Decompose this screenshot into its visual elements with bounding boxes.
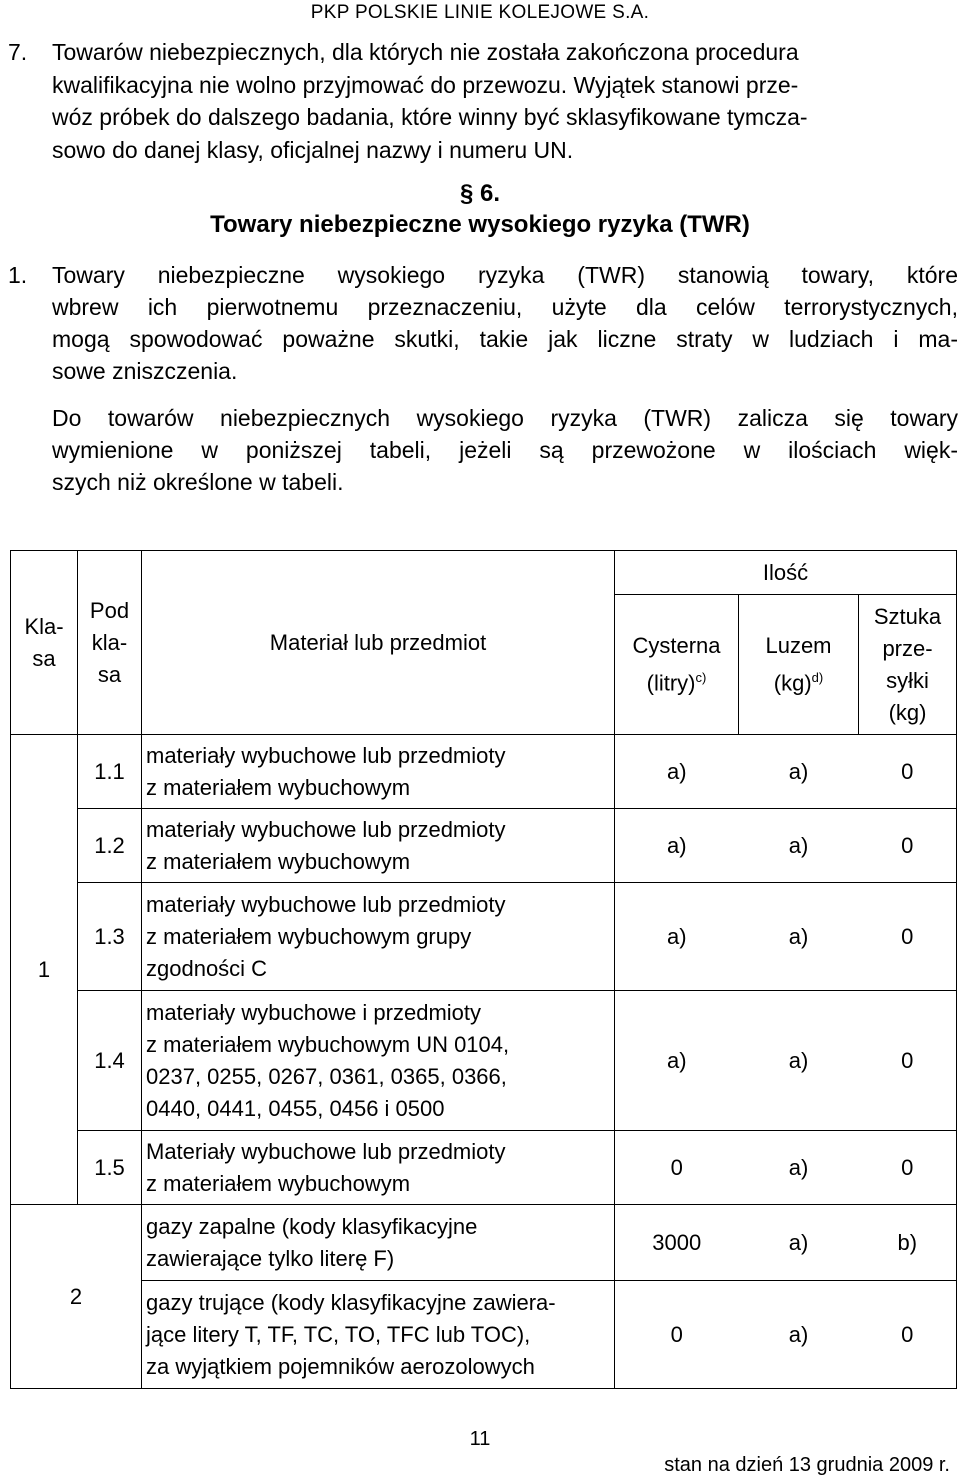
material-cell: gazy zapalne (kody klasyfikacyjne zawierające tylko literę F) (142, 1205, 615, 1281)
table-row (11, 883, 957, 991)
text-line: wymienione w poniższej tabeli, jeżeli są przewożone w ilościach więk- (52, 437, 958, 463)
header-sztuka: Sztuka prze- syłki (kg) (859, 595, 957, 735)
material-cell: gazy trujące (kody klasyfikacyjne zawiera- jące litery T, TF, TC, TO, TFC lub TOC), za wyjątkiem pojemników aerozolowych (142, 1281, 615, 1389)
material-cell: materiały wybuchowe lub przedmioty z materiałem wybuchowym (142, 735, 615, 809)
cysterna-cell: 0 (615, 1281, 739, 1389)
sztuka-cell: 0 (859, 809, 957, 883)
section-number: § 6. (459, 180, 501, 207)
material-cell: materiały wybuchowe lub przedmioty z materiałem wybuchowym grupy zgodności C (142, 883, 615, 991)
text-line: wóz próbek do dalszego badania, które winny być sklasyfikowane tymcza- (52, 104, 808, 130)
sztuka-cell: 0 (859, 883, 957, 991)
text-line: kwalifikacyjna nie wolno przyjmować do przewozu. Wyjątek stanowi prze- (52, 71, 799, 98)
paragraph-number: 1. (8, 262, 28, 288)
cysterna-cell: 0 (615, 1131, 739, 1205)
header-luzem: Luzem (kg)$^{d)}$ (739, 595, 859, 735)
footer-date: stan na dzień 13 grudnia 2009 r. (664, 1454, 950, 1476)
subclass-cell: 1.4 (78, 991, 142, 1131)
luzem-cell: a) (739, 735, 859, 809)
table-row (11, 809, 957, 883)
luzem-cell: a) (739, 1205, 859, 1281)
text-line: Towary niebezpieczne wysokiego ryzyka (TWR) stanowią towary, które (52, 262, 958, 288)
subclass-cell: 1.3 (78, 883, 142, 991)
table-row (11, 991, 957, 1131)
paragraph-1 (8, 259, 958, 387)
subclass-cell: 1.1 (78, 735, 142, 809)
sztuka-cell: 0 (859, 991, 957, 1131)
sztuka-cell: 0 (859, 1281, 957, 1389)
luzem-cell: a) (739, 883, 859, 991)
table-row (11, 1205, 957, 1281)
cysterna-cell: a) (615, 883, 739, 991)
sztuka-cell: 0 (859, 735, 957, 809)
page-header: PKP POLSKIE LINIE KOLEJOWE S.A. (310, 2, 650, 23)
text-line: mogą spowodować poważne skutki, takie jak liczne straty w ludziach i ma- (52, 326, 958, 352)
header-podklasa: Pod kla- sa (78, 551, 142, 735)
text-line: sowo do danej klasy, oficjalnej nazwy i numeru UN. (52, 136, 574, 163)
table-row (11, 1281, 957, 1389)
page-number: 11 (469, 1428, 491, 1450)
material-cell: materiały wybuchowe i przedmioty z materiałem wybuchowym UN 0104, 0237, 0255, 0267, 0361, 0365, 0366, 0440, 0441, 0455, 0456 i 0500 (142, 991, 615, 1131)
header-material: Materiał lub przedmiot (142, 551, 615, 735)
subclass-cell: 1.2 (78, 809, 142, 883)
cysterna-cell: a) (615, 735, 739, 809)
paragraph-number: 7. (8, 39, 28, 65)
section-title: Towary niebezpieczne wysokiego ryzyka (TWR) (210, 211, 750, 238)
luzem-cell: a) (739, 991, 859, 1131)
subclass-cell: 1.5 (78, 1131, 142, 1205)
paragraph-7 (8, 36, 958, 166)
text-line: Towarów niebezpiecznych, dla których nie została zakończona procedura (52, 39, 799, 65)
luzem-cell: a) (739, 1281, 859, 1389)
paragraph-2 (52, 402, 958, 498)
material-cell: materiały wybuchowe lub przedmioty z materiałem wybuchowym (142, 809, 615, 883)
sztuka-cell: b) (859, 1205, 957, 1281)
table-row (11, 1131, 957, 1205)
header-ilosc: Ilość (615, 551, 957, 595)
text-line: Do towarów niebezpiecznych wysokiego ryzyka (TWR) zalicza się towary (52, 405, 958, 431)
header-klasa: Kla- sa (11, 551, 78, 735)
class-cell: 1 (11, 735, 78, 1205)
text-line: szych niż określone w tabeli. (52, 469, 344, 495)
class-cell: 2 (11, 1205, 142, 1389)
material-cell: Materiały wybuchowe lub przedmioty z materiałem wybuchowym (142, 1131, 615, 1205)
cysterna-cell: 3000 (615, 1205, 739, 1281)
header-cysterna: Cysterna (litry)$^{c)}$ (615, 595, 739, 735)
twr-table (10, 550, 957, 1389)
luzem-cell: a) (739, 809, 859, 883)
cysterna-cell: a) (615, 991, 739, 1131)
text-line: wbrew ich pierwotnemu przeznaczeniu, użyte dla celów terrorystycznych, (52, 294, 958, 320)
sztuka-cell: 0 (859, 1131, 957, 1205)
table-row (11, 735, 957, 809)
text-line: sowe zniszczenia. (52, 358, 238, 384)
luzem-cell: a) (739, 1131, 859, 1205)
cysterna-cell: a) (615, 809, 739, 883)
